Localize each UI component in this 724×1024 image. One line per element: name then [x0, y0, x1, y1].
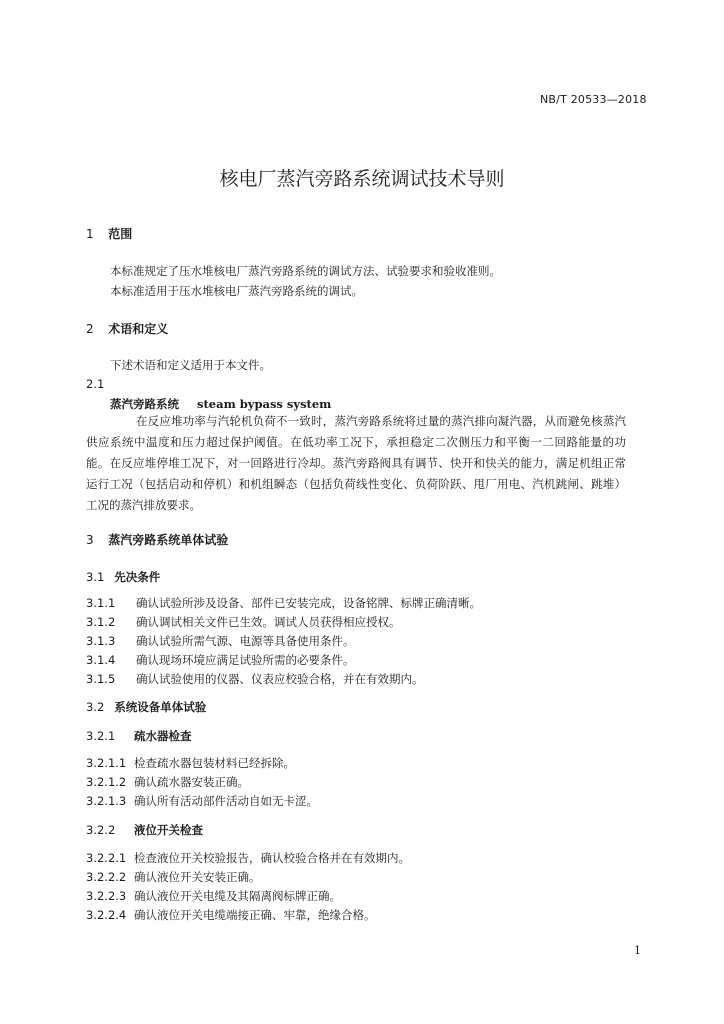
section-1-title: 范围	[108, 227, 133, 241]
list-item-number: 3.2.1.2	[86, 775, 127, 789]
subsection-3-2-2-title: 液位开关检查	[134, 823, 204, 837]
term-chinese: 蒸汽旁路系统	[110, 397, 179, 411]
section-1-paragraph-2: 本标准适用于压水堆核电厂蒸汽旁路系统的调试。	[110, 284, 363, 298]
page-number: 1	[634, 944, 641, 957]
list-item-text: 检查疏水器包装材料已经拆除。	[134, 756, 295, 770]
list-item	[86, 671, 424, 687]
subsection-3-2-1-number: 3.2.1	[86, 729, 116, 743]
subsection-3-2-number: 3.2	[86, 700, 105, 714]
list-item-number: 3.2.2.4	[86, 908, 127, 922]
term-english: steam bypass system	[197, 397, 332, 411]
list-item-text: 检查液位开关校验报告，确认校验合格并在有效期内。	[134, 851, 410, 865]
term-definition: 在反应堆功率与汽轮机负荷不一致时，蒸汽旁路系统将过量的蒸汽排向凝汽器，从而避免核蒸汽供应系统中温度和压力超过保护阈值。在低功率工况下，承担稳定二次侧压力和平衡一二回路能量的功能。在反应堆停堆工况下，对一回路进行冷却。蒸汽旁路阀具有调节、快开和快关的能力，满足机组正常运行工况（包括启动和停机）和机组瞬态（包括负荷线性变化、负荷阶跃、甩厂用电、汽机跳闸、跳堆）工况的蒸汽排放要求。	[86, 414, 626, 512]
subsection-3-2-heading	[86, 699, 206, 715]
subsection-3-1-number: 3.1	[86, 570, 105, 584]
section-3-title: 蒸汽旁路系统单体试验	[108, 533, 229, 547]
subsection-3-2-1-heading	[86, 728, 192, 744]
list-item-number: 3.1.5	[86, 672, 116, 686]
subsection-3-2-1-title: 疏水器检查	[134, 729, 192, 743]
term-entry	[110, 396, 331, 412]
list-item-number: 3.1.4	[86, 653, 116, 667]
list-item-text: 确认疏水器安装正确。	[134, 775, 249, 789]
list-item	[86, 869, 261, 885]
section-3-number: 3	[86, 533, 94, 547]
list-item-text: 确认调试相关文件已生效。调试人员获得相应授权。	[136, 615, 401, 629]
subsection-3-1-heading	[86, 569, 160, 585]
list-item-number: 3.2.1.1	[86, 756, 127, 770]
standard-code: NB/T 20533—2018	[540, 93, 647, 106]
list-item	[86, 633, 355, 649]
list-item-number: 3.2.1.3	[86, 794, 127, 808]
subsection-3-2-2-heading	[86, 822, 203, 838]
list-item	[86, 652, 355, 668]
list-item-text: 确认试验所涉及设备、部件已安装完成，设备铭牌、标牌正确清晰。	[136, 596, 481, 610]
list-item	[86, 755, 295, 771]
section-2-heading	[86, 320, 168, 337]
section-1-heading	[86, 225, 132, 242]
subsection-3-2-2-number: 3.2.2	[86, 823, 116, 837]
list-item-number: 3.1.2	[86, 615, 116, 629]
list-item-number: 3.2.2.1	[86, 851, 127, 865]
list-item	[86, 888, 341, 904]
list-item-text: 确认所有活动部件活动自如无卡涩。	[134, 794, 318, 808]
list-item-text: 确认液位开关安装正确。	[134, 870, 261, 884]
list-item-number: 3.2.2.2	[86, 870, 127, 884]
section-3-heading	[86, 531, 228, 548]
subsection-2-1-number: 2.1	[86, 377, 105, 391]
list-item-text: 确认现场环境应满足试验所需的必要条件。	[136, 653, 355, 667]
list-item	[86, 850, 410, 866]
subsection-3-1-title: 先决条件	[114, 570, 161, 584]
list-item-text: 确认试验所需气源、电源等具备使用条件。	[136, 634, 355, 648]
section-2-title: 术语和定义	[108, 322, 169, 336]
list-item	[86, 774, 249, 790]
list-item-number: 3.1.3	[86, 634, 116, 648]
subsection-3-2-title: 系统设备单体试验	[114, 700, 207, 714]
list-item-number: 3.2.2.3	[86, 889, 127, 903]
list-item	[86, 595, 481, 611]
list-item-text: 确认液位开关电缆端接正确、牢靠，绝缘合格。	[134, 908, 376, 922]
list-item-text: 确认液位开关电缆及其隔离阀标牌正确。	[134, 889, 341, 903]
section-1-paragraph-1: 本标准规定了压水堆核电厂蒸汽旁路系统的调试方法、试验要求和验收准则。	[110, 264, 501, 278]
section-2-intro: 下述术语和定义适用于本文件。	[110, 358, 271, 372]
section-2-number: 2	[86, 322, 94, 336]
document-title: 核电厂蒸汽旁路系统调试技术导则	[219, 168, 505, 190]
list-item	[86, 907, 376, 923]
list-item-text: 确认试验使用的仪器、仪表应校验合格，并在有效期内。	[136, 672, 424, 686]
list-item	[86, 614, 401, 630]
section-1-number: 1	[86, 227, 94, 241]
list-item	[86, 793, 318, 809]
list-item-number: 3.1.1	[86, 596, 116, 610]
